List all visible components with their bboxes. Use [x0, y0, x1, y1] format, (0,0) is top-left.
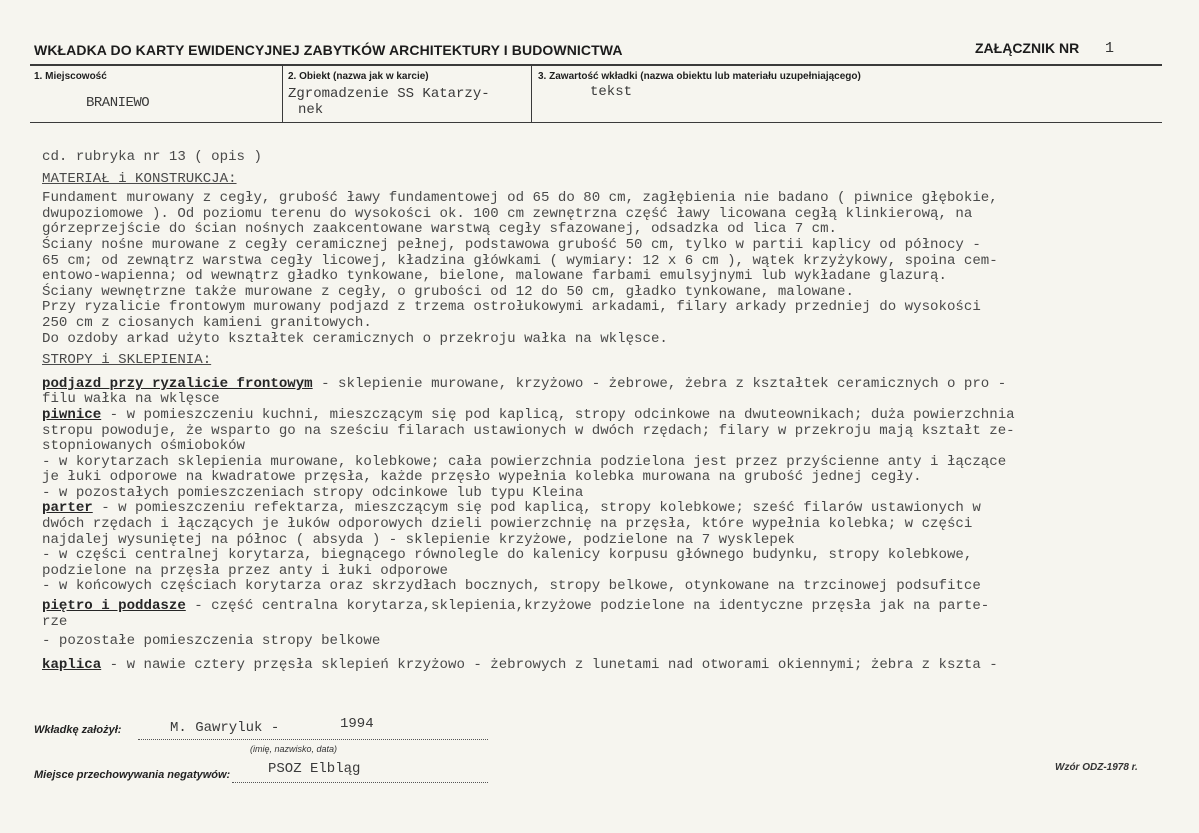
paragraph-line: Ściany nośne murowane z cegły ceramicznej pełnej, podstawowa grubość 50 cm, tylko w partii kaplicy od północy -	[42, 236, 981, 253]
paragraph-line: - w końcowych częściach korytarza oraz skrzydłach bocznych, stropy belkowe, otynkowane na trzcinowej podsufitce	[42, 578, 981, 595]
paragraph-line: - pozostałe pomieszczenia stropy belkowe	[42, 633, 381, 650]
author-sublabel: (imię, nazwisko, data)	[250, 744, 338, 754]
author-year: 1994	[340, 716, 374, 732]
field-object-value-line2: nek	[298, 102, 324, 118]
item-kaplica-text: - w nawie cztery przęsła sklepień krzyżowo - żebrowych z lunetami nad otworami okiennymi; żebra z kszta -	[101, 656, 998, 673]
item-parter-label: parter	[42, 500, 93, 517]
field-locality-label: 1. Miejscowość	[34, 71, 107, 82]
item-pietro-text: - część centralna korytarza,sklepienia,krzyżowe podzielone na identyczne przęsła jak na parte-	[185, 598, 990, 615]
paragraph-line: najdalej wysuniętej na północ ( absyda ) - sklepienie krzyżowe, podzielone na 7 wysklepek	[42, 531, 795, 548]
storage-dotted-line	[232, 782, 488, 783]
paragraph-line: 250 cm z ciosanych kamieni granitowych.	[42, 314, 372, 331]
field-locality-value: BRANIEWO	[86, 95, 150, 111]
item-piwnice-text: - w pomieszczeniu kuchni, mieszczącym się pod kaplicą, stropy odcinkowe na dwuteownikach; duża powierzchnia	[101, 406, 1015, 423]
paragraph-line: rze	[42, 613, 68, 630]
author-label: Wkładkę założył:	[34, 724, 122, 736]
author-value: M. Gawryluk -	[170, 720, 280, 736]
item-piwnice-label: piwnice	[42, 406, 102, 423]
annex-number: 1	[1105, 40, 1115, 57]
field-object-label: 2. Obiekt (nazwa jak w karcie)	[288, 71, 429, 82]
document-title: WKŁADKA DO KARTY EWIDENCYJNEJ ZABYTKÓW ARCHITEKTURY I BUDOWNICTWA	[34, 42, 623, 58]
paragraph-line: dwóch rzędach i łączących je łuków odporowych dzieli powierzchnię na przęsła, które wypełnia kolebka; w części	[42, 516, 973, 533]
item-podjazd-text: - sklepienie murowane, krzyżowo - żebrowe, żebra z kształtek ceramicznych o pro -	[312, 375, 1007, 392]
field-object-value-line1: Zgromadzenie SS Katarzy-	[288, 86, 490, 102]
annex-label: ZAŁĄCZNIK NR	[975, 40, 1080, 56]
section-heading-ceilings: STROPY i SKLEPIENIA:	[42, 352, 212, 369]
paragraph-line: stopniowanych ośmioboków	[42, 438, 245, 455]
paragraph-line: - w pozostałych pomieszczeniach stropy odcinkowe lub typu Kleina	[42, 484, 584, 501]
section-heading-material: MATERIAŁ i KONSTRUKCJA:	[42, 170, 237, 187]
item-parter	[42, 501, 1167, 517]
paragraph-line: Ściany wewnętrzne także murowane z cegły, o grubości od 12 do 50 cm, gładko tynkowane, malowane.	[42, 283, 854, 300]
storage-label: Miejsce przechowywania negatywów:	[34, 769, 231, 781]
paragraph-line: - w części centralnej korytarza, biegnącego równolegle do kalenicy korpusu głównego budynku, stropy kolebkowe,	[42, 547, 973, 564]
paragraph-line: górzeprzejście do ścian nośnych zaakcentowane warstwą cegły sfazowanej, odsadzka od lica 7 cm.	[42, 221, 838, 238]
field-divider-2	[531, 65, 532, 123]
paragraph-line: Przy ryzalicie frontowym murowany podjazd z trzema ostrołukowymi arkadami, filary arkady przedniej do wysokości	[42, 299, 981, 316]
paragraph-line: 65 cm; od zewnątrz warstwa cegły licowej, kładzina główkami ( wymiary: 12 x 6 cm ), wątek krzyżykowy, spoina cem-	[42, 252, 998, 269]
field-content-label: 3. Zawartość wkładki (nazwa obiektu lub materiału uzupełniającego)	[538, 71, 861, 82]
paragraph-line: stropu powoduje, że wsparto go na sześciu filarach ustawionych w dwóch rzędach; filary w przekroju mają kształt ze-	[42, 422, 1015, 439]
field-divider-1	[282, 65, 283, 123]
paragraph-line: je łuki odporowe na kwadratowe przęsła, każde przęsło wypełnia kolebka murowana na grubość jednej cegły.	[42, 469, 922, 486]
paragraph-line: entowo-wapienna; od wewnątrz gładko tynkowane, bielone, malowane farbami emulsyjnymi lub wykładane glazurą.	[42, 268, 947, 285]
author-dotted-line	[138, 739, 488, 740]
paragraph-line: Fundament murowany z cegły, grubość ławy fundamentowej od 65 do 80 cm, zagłębienia nie badano ( piwnice głębokie,	[42, 190, 998, 207]
intro-line: cd. rubryka nr 13 ( opis )	[42, 149, 262, 165]
form-pattern-label: Wzór ODZ-1978 r.	[1055, 762, 1138, 773]
paragraph-line: podzielone na przęsła przez anty i łuki odporowe	[42, 562, 448, 579]
item-kaplica-label: kaplica	[42, 656, 102, 673]
item-pietro-label: piętro i poddasze	[42, 598, 186, 615]
item-kaplica	[42, 658, 1167, 674]
header-top-rule	[30, 64, 1162, 66]
item-podjazd	[42, 377, 1167, 393]
storage-value: PSOZ Elbląg	[268, 761, 361, 777]
header-bottom-rule	[30, 122, 1162, 123]
paragraph-line: dwupoziomowe ). Od poziomu terenu do wysokości ok. 100 cm zewnętrzna część ławy licowana cegłą klinkierową, na	[42, 205, 973, 222]
paragraph-line: filu wałka na wklęsce	[42, 391, 220, 408]
item-podjazd-label: podjazd przy ryzalicie frontowym	[42, 375, 313, 392]
description-body	[42, 150, 1167, 673]
item-pietro	[42, 599, 1167, 615]
paragraph-line: Do ozdoby arkad użyto kształtek ceramicznych o przekroju wałka na wklęsce.	[42, 330, 668, 347]
item-piwnice	[42, 408, 1167, 424]
item-parter-text: - w pomieszczeniu refektarza, mieszczącym się pod kaplicą, stropy kolebkowe; sześć filarów ustawionych w	[92, 500, 981, 517]
paragraph-line: - w korytarzach sklepienia murowane, kolebkowe; cała powierzchnia podzielona jest przez przyścienne anty i łączące	[42, 453, 1007, 470]
field-content-value: tekst	[590, 84, 633, 100]
